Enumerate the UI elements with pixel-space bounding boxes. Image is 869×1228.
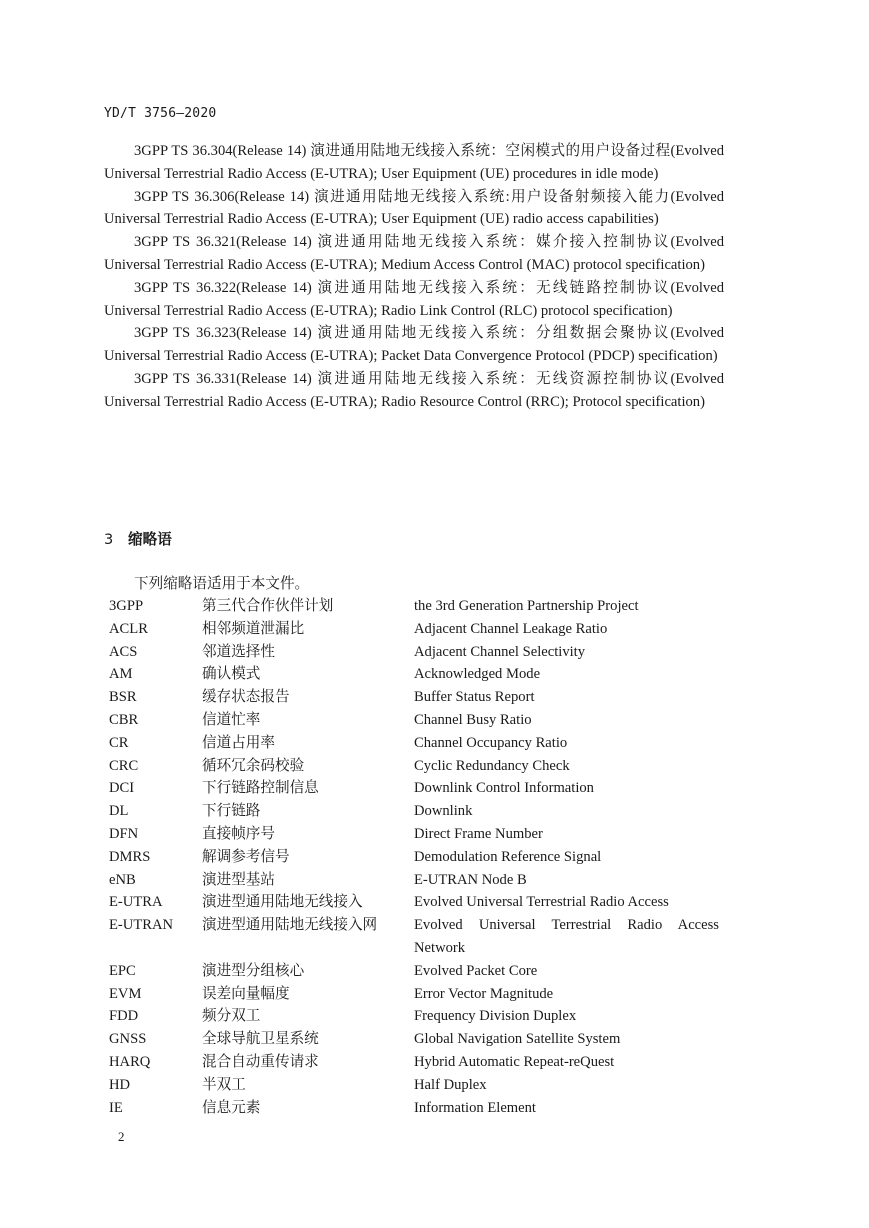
abbreviation-term: DFN — [109, 825, 139, 842]
abbreviation-row — [109, 732, 719, 755]
abbreviation-chinese: 演进型分组核心 — [202, 962, 305, 979]
abbreviation-chinese: 混合自动重传请求 — [202, 1053, 319, 1070]
abbreviation-term: EPC — [109, 962, 136, 979]
abbreviation-row — [109, 686, 719, 709]
abbreviation-english: Cyclic Redundancy Check — [414, 757, 570, 774]
abbreviation-english: Channel Occupancy Ratio — [414, 734, 568, 751]
abbreviation-english: Adjacent Channel Selectivity — [414, 643, 586, 660]
abbreviation-english: Adjacent Channel Leakage Ratio — [414, 620, 608, 637]
document-header: YD/T 3756—2020 — [104, 106, 217, 121]
abbreviation-chinese: 误差向量幅度 — [202, 985, 290, 1002]
reference-item: 3GPP TS 36.323(Release 14) 演进通用陆地无线接入系统：分组数据会聚协议(Evolved Universal Terrestrial Radio Access (E-UTRA); Packet Data Convergence Protocol (PDCP) specification) — [104, 325, 724, 365]
abbreviation-term: ACS — [109, 643, 138, 660]
abbreviation-term: DL — [109, 803, 129, 820]
abbreviation-row — [109, 641, 719, 664]
abbreviation-english: E-UTRAN Node B — [414, 871, 527, 888]
abbreviation-term: FDD — [109, 1008, 139, 1025]
abbreviation-row — [109, 800, 719, 823]
abbreviation-row — [109, 891, 719, 914]
page-number: 2 — [118, 1129, 125, 1144]
abbreviation-term: GNSS — [109, 1031, 147, 1048]
abbreviation-row — [109, 869, 719, 892]
abbreviation-term: DCI — [109, 780, 135, 797]
abbreviation-term: CR — [109, 734, 129, 751]
abbreviation-english: Channel Busy Ratio — [414, 711, 532, 728]
section-heading — [104, 528, 172, 549]
abbreviation-term: eNB — [109, 871, 136, 888]
reference-item: 3GPP TS 36.304(Release 14) 演进通用陆地无线接入系统：空闲模式的用户设备过程(Evolved Universal Terrestrial Radio Access (E-UTRA); User Equipment (UE) procedures in idle mode) — [104, 143, 724, 182]
section-title: 缩略语 — [128, 531, 172, 548]
abbreviation-row — [109, 618, 719, 641]
abbreviation-row — [109, 755, 719, 778]
abbreviation-chinese: 相邻频道泄漏比 — [202, 620, 305, 637]
abbreviation-term: E-UTRA — [109, 894, 163, 911]
abbreviation-english: Information Element — [414, 1099, 536, 1116]
abbreviation-term: 3GPP — [109, 598, 144, 614]
abbreviation-term: IE — [109, 1099, 123, 1116]
abbreviation-row — [109, 1074, 719, 1097]
abbreviation-english: Evolved Universal Terrestrial Radio Access Network — [414, 917, 719, 956]
abbreviation-english: the 3rd Generation Partnership Project — [414, 598, 639, 614]
abbreviation-row — [109, 1097, 719, 1120]
abbreviation-row — [109, 914, 719, 960]
abbreviation-term: ACLR — [109, 620, 148, 637]
abbreviation-chinese: 演进型通用陆地无线接入网 — [202, 917, 378, 934]
abbreviation-list — [109, 595, 719, 1119]
abbreviation-english: Downlink Control Information — [414, 780, 594, 797]
abbreviation-english: Acknowledged Mode — [414, 666, 541, 683]
abbreviation-term: CBR — [109, 711, 139, 728]
abbreviation-chinese: 信道占用率 — [202, 734, 275, 751]
abbreviation-row — [109, 823, 719, 846]
abbreviation-chinese: 演进型基站 — [202, 871, 275, 888]
abbreviation-row — [109, 595, 719, 618]
abbreviation-chinese: 频分双工 — [202, 1008, 261, 1025]
reference-list — [104, 140, 724, 414]
abbreviation-term: HD — [109, 1076, 131, 1093]
reference-item: 3GPP TS 36.321(Release 14) 演进通用陆地无线接入系统：媒介接入控制协议(Evolved Universal Terrestrial Radio Access (E-UTRA); Medium Access Control (MAC) protocol specification) — [104, 234, 724, 273]
abbreviation-english: Evolved Packet Core — [414, 962, 538, 979]
abbreviation-row — [109, 1051, 719, 1074]
abbreviation-chinese: 解调参考信号 — [202, 848, 290, 865]
abbreviation-row — [109, 1005, 719, 1028]
section-number: 3 — [104, 531, 114, 548]
abbreviation-term: CRC — [109, 757, 139, 774]
abbreviation-term: E-UTRAN — [109, 917, 174, 934]
abbreviation-english: Buffer Status Report — [414, 689, 535, 706]
abbreviation-chinese: 第三代合作伙伴计划 — [202, 598, 334, 614]
abbreviation-term: HARQ — [109, 1053, 151, 1070]
abbreviation-term: BSR — [109, 689, 137, 706]
abbreviation-english: Evolved Universal Terrestrial Radio Access — [414, 894, 669, 911]
abbreviation-english: Hybrid Automatic Repeat-reQuest — [414, 1053, 615, 1070]
abbreviation-term: AM — [109, 666, 133, 683]
reference-item: 3GPP TS 36.322(Release 14) 演进通用陆地无线接入系统：无线链路控制协议(Evolved Universal Terrestrial Radio Access (E-UTRA); Radio Link Control (RLC) protocol specification) — [104, 279, 724, 319]
abbreviation-chinese: 信道忙率 — [202, 711, 261, 728]
abbreviation-row — [109, 846, 719, 869]
abbreviation-english: Demodulation Reference Signal — [414, 848, 602, 865]
abbreviation-english: Error Vector Magnitude — [414, 985, 554, 1002]
section-intro: 下列缩略语适用于本文件。 — [134, 576, 310, 592]
abbreviation-english: Direct Frame Number — [414, 825, 543, 842]
abbreviation-chinese: 确认模式 — [202, 666, 261, 683]
abbreviation-english: Global Navigation Satellite System — [414, 1031, 621, 1048]
abbreviation-row — [109, 663, 719, 686]
abbreviation-chinese: 信息元素 — [202, 1099, 261, 1116]
abbreviation-chinese: 缓存状态报告 — [202, 689, 290, 706]
abbreviation-english: Half Duplex — [414, 1076, 487, 1093]
abbreviation-row — [109, 960, 719, 983]
abbreviation-chinese: 直接帧序号 — [202, 825, 275, 842]
reference-item: 3GPP TS 36.306(Release 14) 演进通用陆地无线接入系统:用户设备射频接入能力(Evolved Universal Terrestrial Radio Access (E-UTRA); User Equipment (UE) radio access capabilities) — [104, 188, 724, 228]
abbreviation-english: Frequency Division Duplex — [414, 1008, 577, 1025]
abbreviation-row — [109, 983, 719, 1006]
reference-item: 3GPP TS 36.331(Release 14) 演进通用陆地无线接入系统：无线资源控制协议(Evolved Universal Terrestrial Radio Access (E-UTRA); Radio Resource Control (RRC); Protocol specification) — [104, 370, 724, 410]
abbreviation-row — [109, 1028, 719, 1051]
abbreviation-term: EVM — [109, 985, 142, 1002]
abbreviation-row — [109, 709, 719, 732]
abbreviation-term: DMRS — [109, 848, 151, 865]
abbreviation-chinese: 半双工 — [202, 1076, 246, 1093]
abbreviation-chinese: 邻道选择性 — [202, 643, 275, 660]
abbreviation-row — [109, 777, 719, 800]
abbreviation-chinese: 循环冗余码校验 — [202, 757, 305, 774]
abbreviation-chinese: 演进型通用陆地无线接入 — [202, 894, 363, 911]
abbreviation-chinese: 全球导航卫星系统 — [202, 1031, 319, 1048]
abbreviation-chinese: 下行链路控制信息 — [202, 780, 319, 797]
abbreviation-english: Downlink — [414, 803, 473, 820]
abbreviation-chinese: 下行链路 — [202, 803, 261, 820]
